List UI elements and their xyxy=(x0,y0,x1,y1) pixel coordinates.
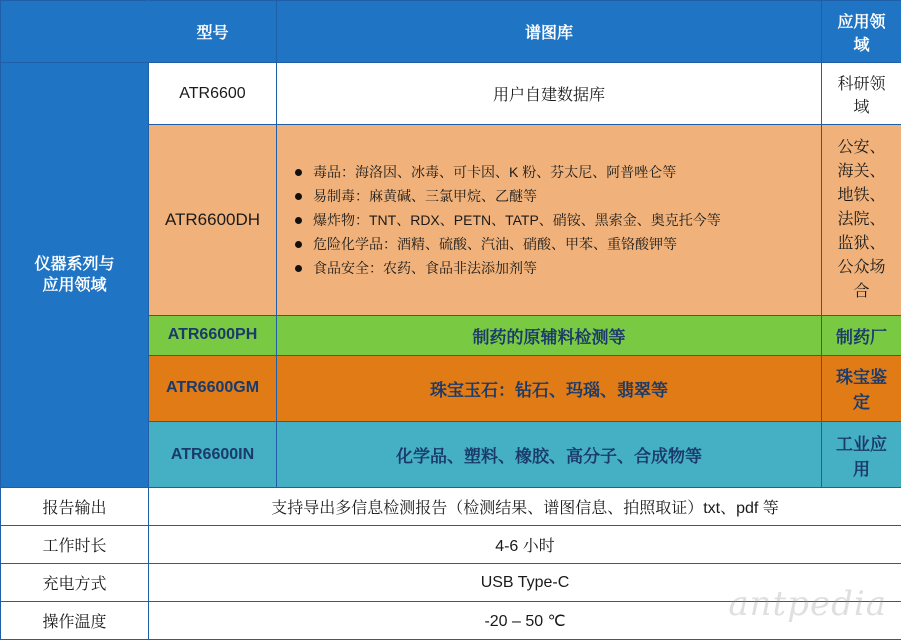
application-field: 珠宝鉴定 xyxy=(822,355,901,421)
spec-label: 操作温度 xyxy=(1,602,149,640)
library-desc: 珠宝玉石：钻石、玛瑙、翡翠等 xyxy=(277,355,822,421)
table-row xyxy=(1,63,901,125)
model-name: ATR6600 xyxy=(149,63,277,125)
library-desc: 化学品、塑料、橡胶、高分子、合成物等 xyxy=(277,422,822,488)
spec-value: USB Type-C xyxy=(149,564,901,602)
application-field: 工业应用 xyxy=(822,422,901,488)
row-group-label-line2: 应用领域 xyxy=(42,277,107,295)
library-bullet-list xyxy=(277,125,822,316)
spec-label: 充电方式 xyxy=(1,564,149,602)
table-row xyxy=(1,602,901,640)
model-name: ATR6600PH xyxy=(149,315,277,355)
list-item: 爆炸物：TNT、RDX、PETN、TATP、硝铵、黑索金、奥克托今等 xyxy=(291,211,813,229)
table-row xyxy=(1,564,901,602)
library-desc: 制药的原辅料检测等 xyxy=(277,315,822,355)
application-field: 公安、海关、地铁、法院、监狱、公众场合 xyxy=(822,125,901,316)
header-corner-blank xyxy=(1,1,149,63)
list-item: 毒品：海洛因、冰毒、可卡因、K 粉、芬太尼、阿普唑仑等 xyxy=(291,163,813,181)
table-header-row xyxy=(1,1,901,63)
spec-value: -20 – 50 ℃ xyxy=(149,602,901,640)
watermark: antpedia xyxy=(728,584,887,624)
table-row xyxy=(1,488,901,526)
header-model: 型号 xyxy=(149,1,277,63)
spec-value: 支持导出多信息检测报告（检测结果、谱图信息、拍照取证）txt、pdf 等 xyxy=(149,488,901,526)
table-row xyxy=(1,526,901,564)
row-group-label-line1: 仪器系列与 xyxy=(34,255,115,273)
spec-value: 4-6 小时 xyxy=(149,526,901,564)
list-item: 易制毒：麻黄碱、三氯甲烷、乙醚等 xyxy=(291,187,813,205)
row-group-label xyxy=(1,63,149,488)
model-name: ATR6600GM xyxy=(149,355,277,421)
list-item: 食品安全：农药、食品非法添加剂等 xyxy=(291,259,813,277)
application-field: 科研领域 xyxy=(822,63,901,125)
spec-label: 报告输出 xyxy=(1,488,149,526)
model-name: ATR6600DH xyxy=(149,125,277,316)
list-item: 危险化学品：酒精、硫酸、汽油、硝酸、甲苯、重铬酸钾等 xyxy=(291,235,813,253)
library-desc: 用户自建数据库 xyxy=(277,63,822,125)
header-library: 谱图库 xyxy=(277,1,822,63)
header-field: 应用领域 xyxy=(822,1,901,63)
application-field: 制药厂 xyxy=(822,315,901,355)
model-name: ATR6600IN xyxy=(149,422,277,488)
spec-label: 工作时长 xyxy=(1,526,149,564)
